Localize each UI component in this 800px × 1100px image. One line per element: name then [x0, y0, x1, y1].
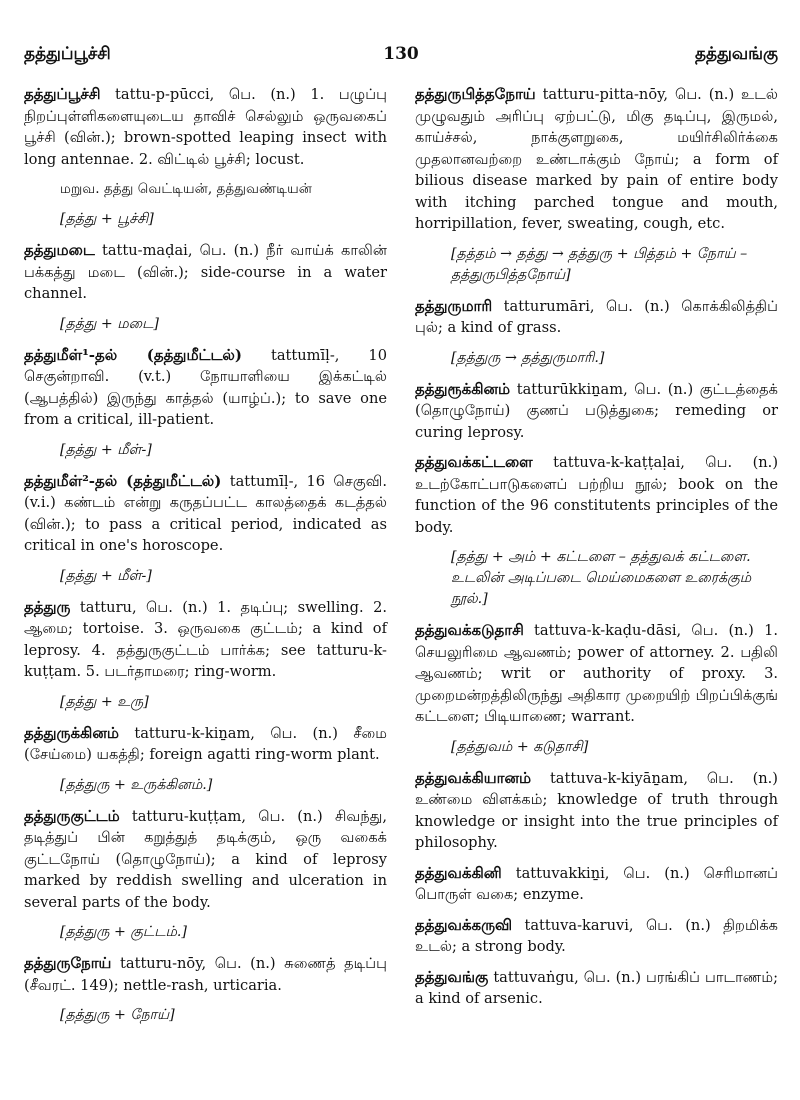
- etymology: [தத்துரு + குட்டம்.]: [60, 924, 187, 940]
- entry-definition: tatturumāri, பெ. (n.) கொக்கிலித்திப் புல்; a kind of grass.: [415, 297, 778, 336]
- entry-definition: tattuvaṅgu, பெ. (n.) பரங்கிப் பாடாணம்; a kind of arsenic.: [415, 968, 778, 1007]
- etymology: [தத்துரு + நோய்]: [60, 1007, 175, 1023]
- entry-definition: tattu-maḍai, பெ. (n.) நீர் வாய்க் காலின் பக்கத்து மடை (வின்.); side-course in a water channel.: [24, 242, 388, 302]
- dictionary-entry: [24, 471, 387, 557]
- page-number: 130: [383, 44, 419, 64]
- headword: தத்துப்பூச்சி: [24, 85, 101, 103]
- entry-definition: tattuva-karuvi, பெ. (n.) திறமிக்க உடல்; a strong body.: [415, 916, 778, 955]
- headword: தத்துவக்கருவி: [415, 915, 513, 934]
- dictionary-entry: [24, 723, 387, 766]
- dictionary-entry: [415, 379, 778, 444]
- etymology: [தத்து + மீள்-]: [60, 567, 152, 584]
- right-column: [415, 84, 778, 1036]
- dictionary-entry: [415, 296, 778, 339]
- header-first-word: தத்துப்பூச்சி: [24, 44, 111, 64]
- dictionary-entry: [24, 84, 387, 170]
- entry-definition: tatturu-pitta-nōy, பெ. (n.) உடல் முழுவதும் அரிப்பு ஏற்பட்டு, மிகு தடிப்பு, இருமல், காய்ச்சல், நாக்குளறுகை, மயிர்சிலிர்க்கை முதலானவற்றை உண்டாக்கும் நோய்; a form of bilious disease marked by pain of entire body with itching parched tongue and mouth, horripillation, fever, sweating, cough, etc.: [415, 86, 779, 232]
- entry-definition: tattuva-k-kaḍu-dāsi, பெ. (n.) 1. செயலுரிமை ஆவணம்; power of attorney. 2. பதிலி ஆவணம்; writ or authority of proxy. 3. முறைமன்றத்திலிருந்து அதிகார முறையிற் பிறப்பிக்குங் கட்டளை; பிடியாணை; warrant.: [415, 622, 778, 725]
- headword: தத்துமீள்²-தல் (தத்துமீட்டல்): [24, 471, 222, 490]
- dictionary-entry: [415, 84, 778, 235]
- headword: தத்துருக்கினம்: [24, 723, 119, 742]
- dictionary-entry: [415, 620, 778, 728]
- dictionary-entry: [24, 806, 387, 914]
- entry-definition: tattuvakkiṉi, பெ. (n.) செரிமானப் பொருள் வகை; enzyme.: [415, 864, 778, 903]
- headword: தத்துரூக்கினம்: [415, 379, 511, 398]
- etymology: [தத்துரு + உருக்கினம்.]: [60, 776, 213, 793]
- dictionary-entry: [415, 967, 778, 1010]
- dictionary-entry: [24, 597, 387, 683]
- dictionary-entry: [24, 345, 387, 431]
- entry-definition: tatturu-k-kiṉam, பெ. (n.) சீமை (சேய்மை) யகத்தி; foreign agatti ring-worm plant.: [24, 724, 387, 763]
- entry-definition: tattu-p-pūcci, பெ. (n.) 1. பழுப்பு நிறப்புள்ளிகளையுடைய தாவிச் செல்லும் ஒருவகைப் பூச்சி (வின்.); brown-spotted leaping insect with long antennae. 2. விட்டில் பூச்சி; locust.: [24, 86, 387, 168]
- entry-definition: tatturu-kuṭṭam, பெ. (n.) சிவந்து, தடித்துப் பின் கறுத்துத் தடிக்கும், ஒரு வகைக் குட்டநோய் (தொழுநோய்); a kind of leprosy marked by reddish swelling and ulceration in several parts of the body.: [24, 807, 387, 911]
- entry-definition: tatturu-nōy, பெ. (n.) சுணைத் தடிப்பு (சீவரட். 149); nettle-rash, urticaria.: [24, 955, 388, 994]
- headword: தத்துருபித்தநோய்: [415, 85, 536, 103]
- etymology: [தத்தம் → தத்து → தத்துரு + பித்தம் + நோய் – தத்துருபித்தநோய்]: [451, 245, 748, 283]
- entry-definition: tattumīḷ-, 10 செகுன்றாவி. (v.t.) நோயாளியை இக்கட்டில் (ஆபத்தில்) இருந்து காத்தல் (யாழ்ப்.); to save one from a critical, ill-patient.: [24, 346, 387, 428]
- headword: தத்துவக்கியானம்: [415, 768, 532, 787]
- headword: தத்துவக்கடுதாசி: [415, 621, 524, 639]
- headword: தத்துவக்கட்டளை: [415, 453, 533, 471]
- dictionary-entry: [415, 915, 778, 958]
- headword: தத்துவங்கு: [415, 967, 489, 986]
- headword: தத்துரு: [24, 597, 71, 616]
- entry-definition: tatturu, பெ. (n.) 1. தடிப்பு; swelling. 2. ஆமை; tortoise. 3. ஒருவகை குட்டம்; a kind of leprosy. 4. தத்துருகுட்டம் பார்க்க; see tatturu-k-kuṭṭam. 5. படர்தாமரை; ring-worm.: [24, 598, 387, 680]
- synonym-note: மறுவ. தத்து வெட்டியன், தத்துவண்டியன்: [60, 181, 312, 197]
- header-last-word: தத்துவங்கு: [694, 44, 778, 64]
- etymology: [தத்துவம் + கடுதாசி]: [451, 738, 589, 755]
- dictionary-entry: [415, 452, 778, 538]
- etymology: [தத்துரு → தத்துருமாரி.]: [451, 349, 605, 366]
- headword: தத்துருமாரி: [415, 296, 493, 315]
- etymology: [தத்து + பூச்சி]: [60, 211, 154, 227]
- entry-definition: tattumīḷ-, 16 செகுவி. (v.i.) கண்டம் என்று கருதப்பட்ட காலத்தைக் கடத்தல் (வின்.); to pass a critical period, indicated as critical in one's horoscope.: [24, 472, 387, 554]
- dictionary-entry: [415, 863, 778, 906]
- page-header: [24, 44, 778, 70]
- dictionary-entry: [24, 240, 387, 305]
- headword: தத்துருகுட்டம்: [24, 806, 120, 825]
- headword: தத்துமீள்¹-தல் (தத்துமீட்டல்): [24, 345, 242, 364]
- etymology: [தத்து + மடை]: [60, 315, 159, 332]
- dictionary-entry: [24, 953, 387, 996]
- entry-definition: tattuva-k-kiyāṉam, பெ. (n.) உண்மை விளக்கம்; knowledge of truth through knowledge or insight into the true principles of philosophy.: [415, 769, 778, 851]
- headword: தத்துருநோய்: [24, 954, 112, 972]
- entry-definition: tatturūkkiṉam, பெ. (n.) குட்டத்தைக் (தொழுநோய்) குணப் படுத்துகை; remeding or curing leprosy.: [415, 380, 778, 441]
- headword: தத்துமடை: [24, 241, 95, 259]
- left-column: [24, 84, 387, 1036]
- headword: தத்துவக்கினி: [415, 863, 502, 882]
- dictionary-entry: [415, 768, 778, 854]
- etymology: [தத்து + மீள்-]: [60, 441, 152, 458]
- etymology: [தத்து + உரு]: [60, 693, 149, 710]
- two-column-body: [24, 84, 778, 1036]
- etymology: [தத்து + அம் + கட்டளை – தத்துவக் கட்டளை. உடலின் அடிப்படை மெய்மைகளை உரைக்கும் நூல்.]: [451, 549, 752, 607]
- entry-definition: tattuva-k-kaṭṭaḷai, பெ. (n.) உடற்கோட்பாடுகளைப் பற்றிய நூல்; book on the function of the 96 constitutents principles of the body.: [415, 454, 779, 536]
